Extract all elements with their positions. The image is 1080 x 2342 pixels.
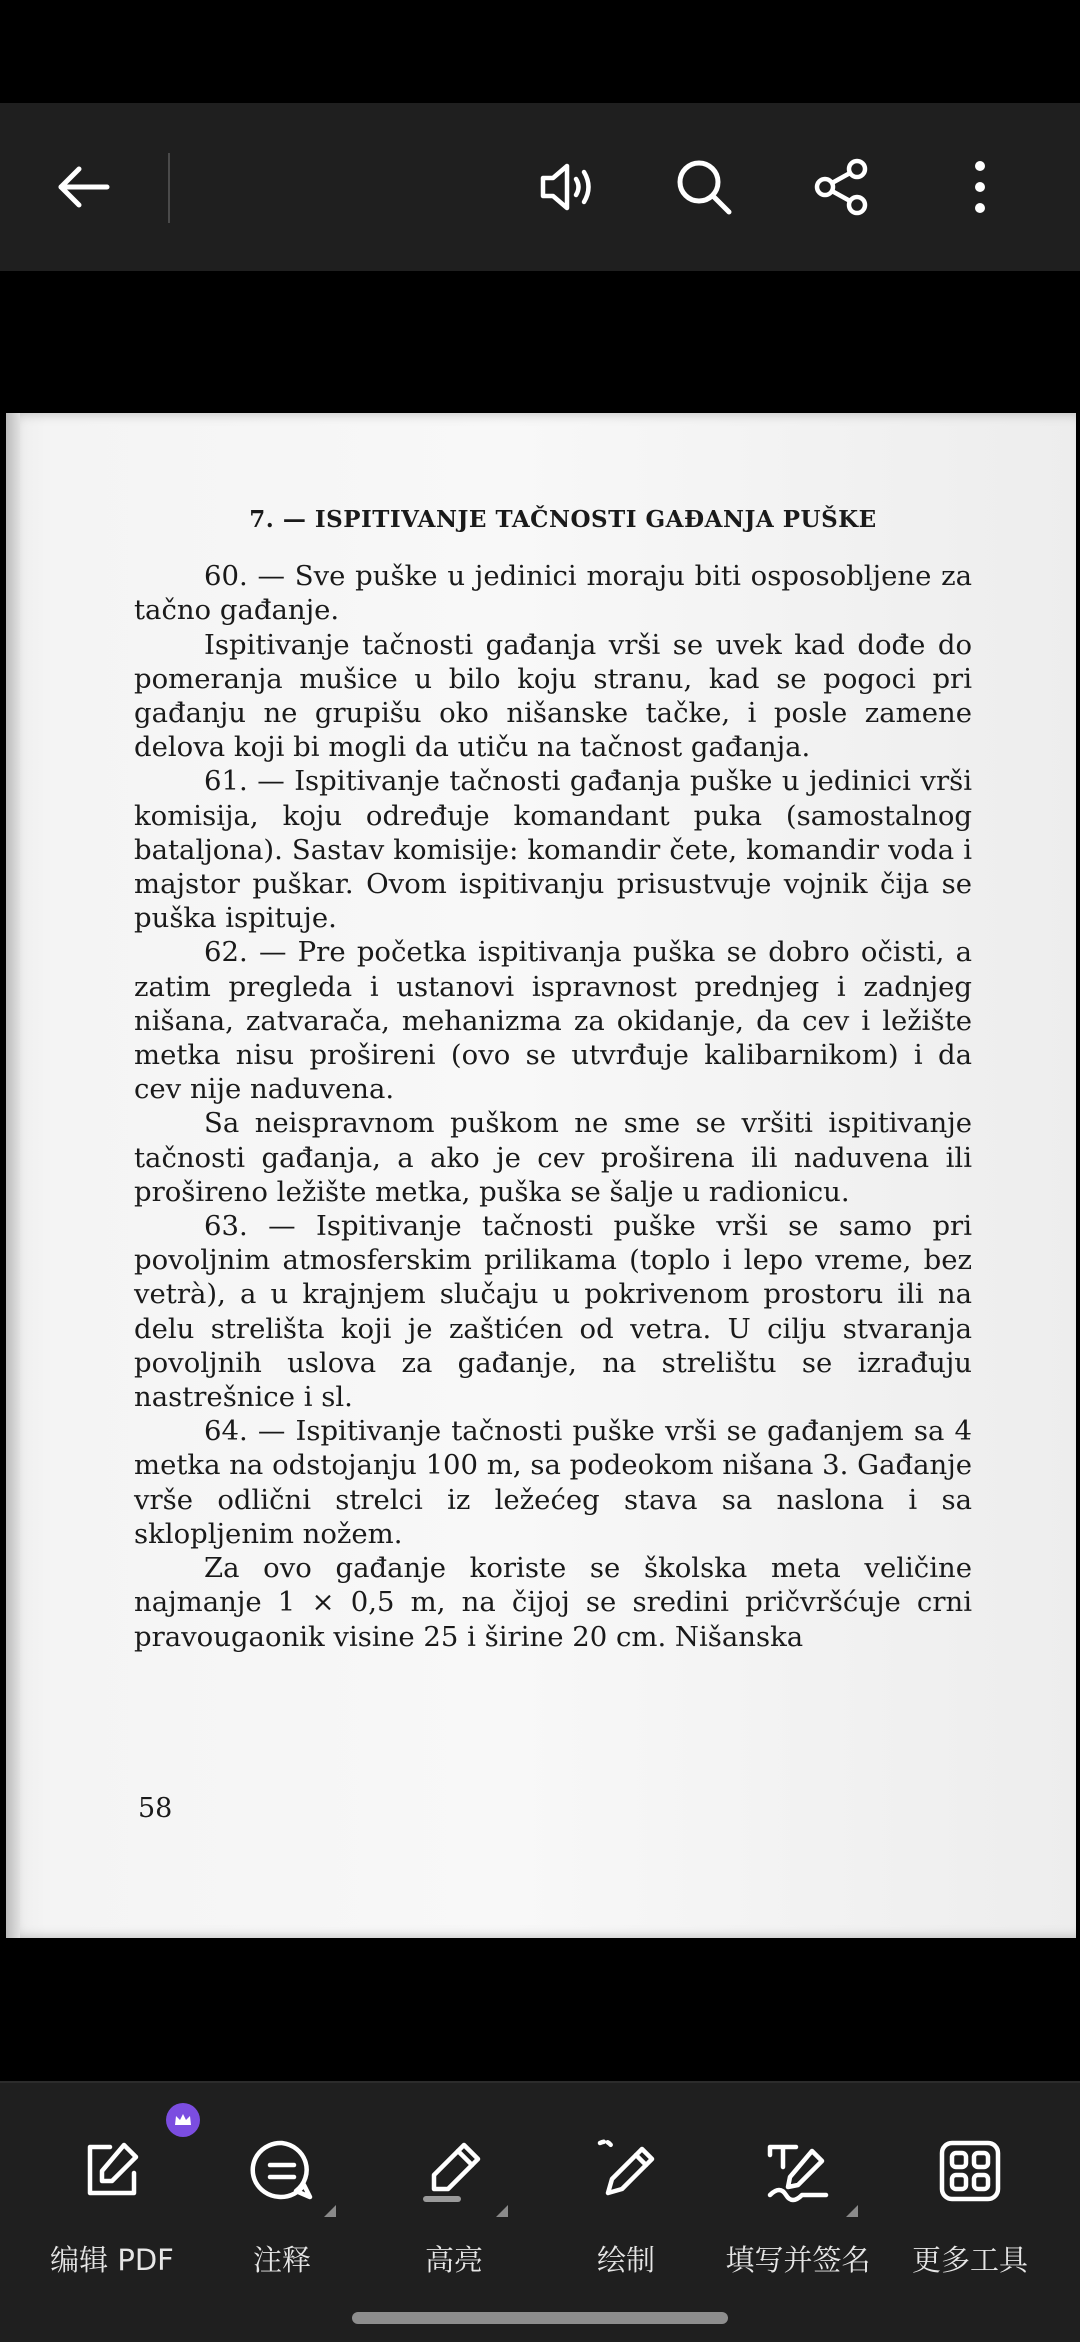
read-aloud-icon	[533, 154, 599, 220]
section-heading: 7. — ISPITIVANJE TAČNOSTI GAĐANJA PUŠKE	[249, 506, 877, 533]
share-button[interactable]	[792, 137, 892, 237]
paragraph: 63. — Ispitivanje tačnosti puške vrši se samo pri povoljnim atmosferskim prilikama (toplo i lepo vreme, bez vetrà), a u krajnjem slučaju u pokrivenom prostoru ili na delu strelišta koji je zaštićen od vetra. U cilju stvaranja povoljnih uslova za gađanje, na strelištu se izrađuju nastrešnice i sl.	[134, 1210, 972, 1414]
comment-tool[interactable]	[196, 2083, 368, 2323]
comment-icon	[246, 2135, 318, 2207]
pdf-viewer[interactable]	[0, 271, 1080, 2081]
more-vertical-icon	[947, 154, 1013, 220]
paragraph: 61. — Ispitivanje tačnosti gađanja puške u jedinici vrši komisija, koju određuje komandant puka (samostalnog bataljona). Sastav komisije: komandir čete, komandir voda i majstor puškar. Ovom ispitivanju prisustvuje vojnik čija se puška ispituje.	[134, 765, 972, 935]
draw-tool[interactable]	[540, 2083, 712, 2323]
toolbar-divider	[168, 153, 170, 223]
highlight-tool[interactable]	[368, 2083, 540, 2323]
home-indicator[interactable]	[352, 2312, 728, 2324]
bottom-toolbar	[0, 2081, 1080, 2342]
search-icon	[671, 154, 737, 220]
top-toolbar	[0, 103, 1080, 273]
back-arrow-icon	[51, 154, 117, 220]
pdf-page[interactable]	[6, 413, 1076, 1938]
edit-pdf-icon	[76, 2135, 148, 2207]
premium-crown-icon	[166, 2103, 200, 2137]
paragraph: 62. — Pre početka ispitivanja puška se dobro očisti, a zatim pregleda i ustanovi ispravnost prednjeg i zadnjeg nišana, zatvarača, mehanizma za okidanje, da cev i ležište metka nisu prošireni (ovo se utvrđuje kalibarnikom) i da cev nije naduvena.	[134, 936, 972, 1106]
status-bar	[0, 0, 1080, 103]
paragraph: 60. — Sve puške u jedinici moraju biti osposobljene za tačno gađanje.	[134, 560, 972, 627]
draw-icon	[590, 2135, 662, 2207]
paragraph: 64. — Ispitivanje tačnosti puške vrši se gađanjem sa 4 metka na odstojanju 100 m, sa podeokom nišana 3. Gađanje vrše odlični strelci iz ležećeg stava sa naslona i sa sklopljenim nožem.	[134, 1415, 972, 1550]
page-edge	[6, 413, 20, 1938]
tool-label: 填写并签名	[725, 2243, 871, 2277]
paragraph: Ispitivanje tačnosti gađanja vrši se uvek kad dođe do pomeranja mušice u bilo koju stranu, kad se pogoci pri gađanju ne grupišu oko nišanske tačke, i posle zamene delova koji bi mogli da utiču na tačnost gađanja.	[134, 628, 972, 764]
paragraph: Sa neispravnom puškom ne sme se vršiti ispitivanje tačnosti gađanja, a ako je cev proširena ili naduvena ili prošireno ležište metka, puška se šalje u radionicu.	[134, 1107, 972, 1208]
read-aloud-button[interactable]	[516, 137, 616, 237]
edit-pdf-tool[interactable]	[26, 2083, 198, 2323]
tool-label: 更多工具	[911, 2243, 1028, 2277]
tool-label: 注释	[252, 2243, 311, 2277]
submenu-indicator	[846, 2205, 858, 2217]
more-tools[interactable]	[884, 2083, 1056, 2323]
more-options-button[interactable]	[930, 137, 1030, 237]
more-tools-icon	[934, 2135, 1006, 2207]
tool-label: 编辑 PDF	[50, 2243, 174, 2277]
tool-label: 绘制	[596, 2243, 655, 2277]
share-icon	[809, 154, 875, 220]
tool-label: 高亮	[424, 2243, 483, 2277]
page-number: 58	[138, 1793, 173, 1824]
submenu-indicator	[324, 2205, 336, 2217]
back-button[interactable]	[34, 137, 134, 237]
fill-sign-icon	[762, 2135, 834, 2207]
submenu-indicator	[496, 2205, 508, 2217]
paragraph: Za ovo gađanje koriste se školska meta veličine najmanje 1 × 0,5 m, na čijoj se sredini pričvršćuje crni pravougaonik visine 25 i širine 20 cm. Nišanska	[134, 1552, 972, 1653]
fill-sign-tool[interactable]	[712, 2083, 884, 2323]
page-content	[134, 503, 972, 1654]
search-button[interactable]	[654, 137, 754, 237]
highlight-icon	[418, 2135, 490, 2207]
